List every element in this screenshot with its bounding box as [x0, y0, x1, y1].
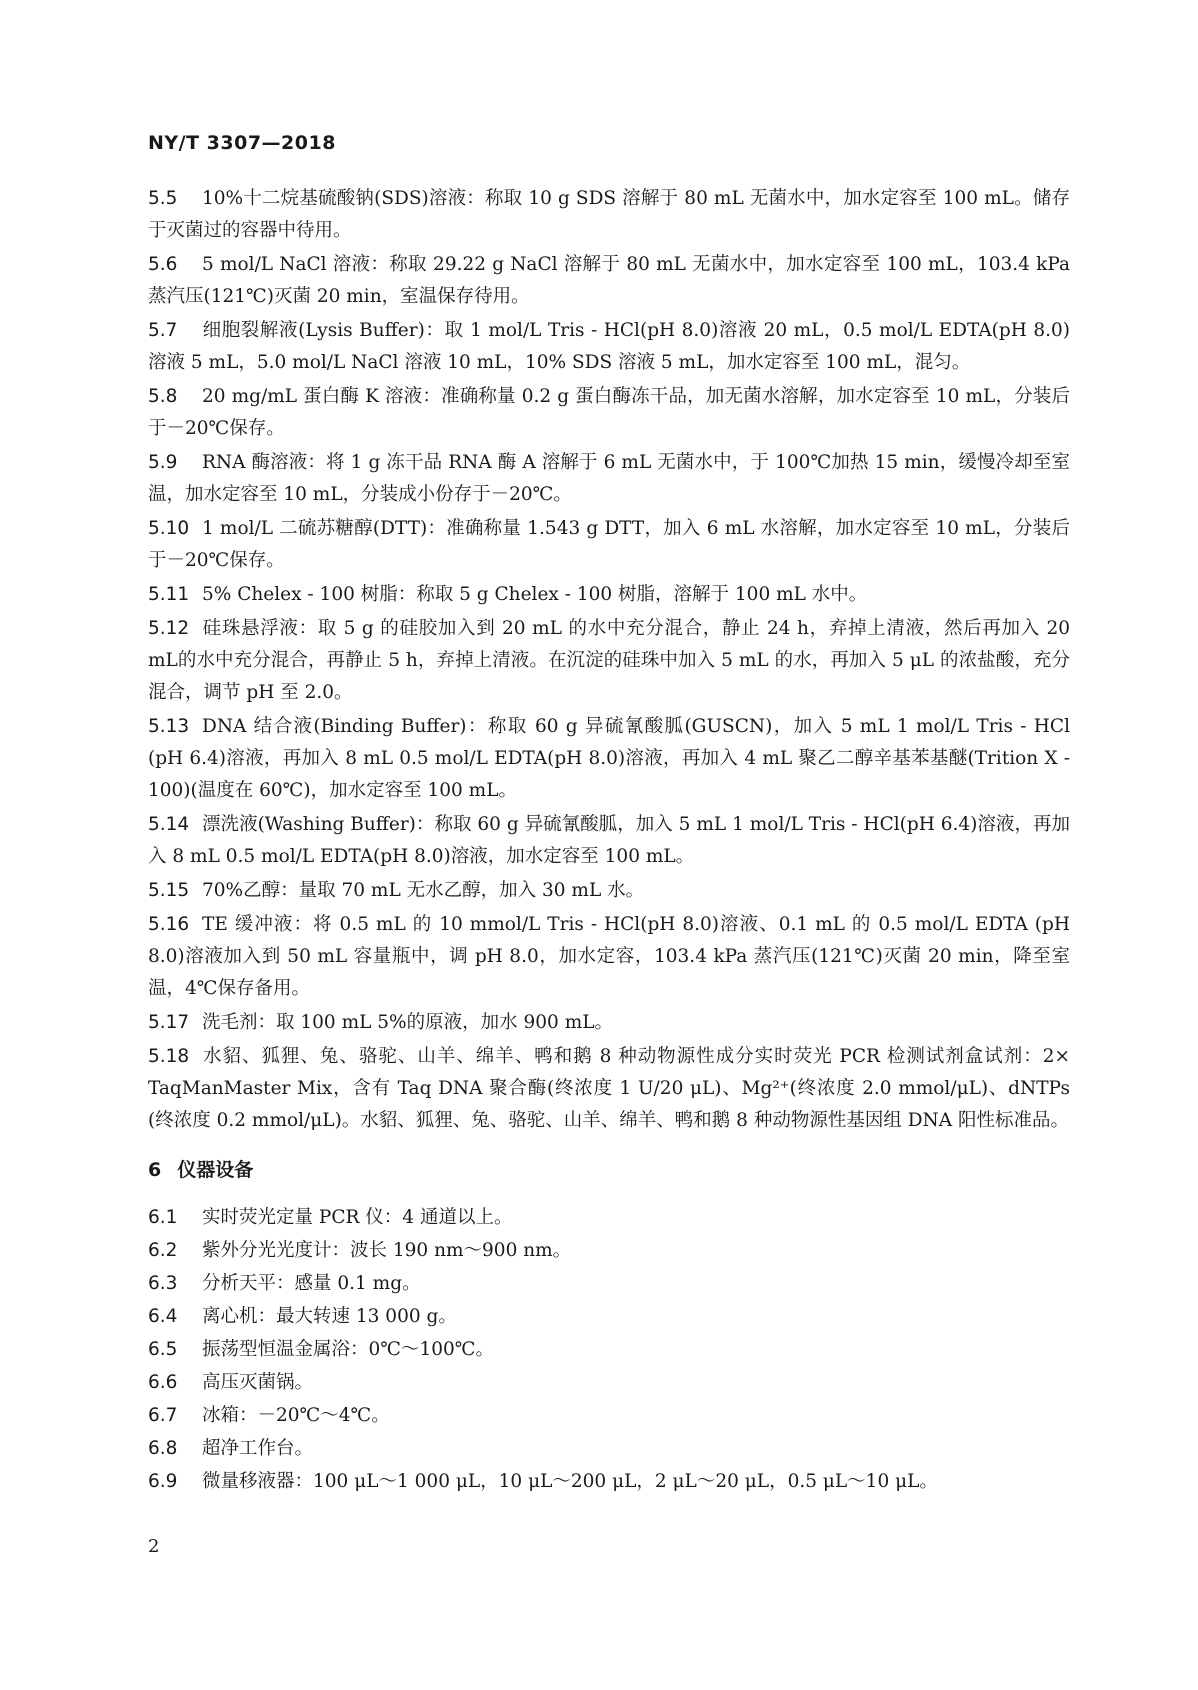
page-number: 2 [148, 1536, 160, 1557]
item-number: 5.16 [148, 914, 190, 935]
item-text: 振荡型恒温金属浴：0℃～100℃。 [202, 1339, 494, 1360]
item-number: 6.1 [148, 1207, 178, 1228]
item-number: 5.11 [148, 584, 190, 605]
item-number: 6.7 [148, 1405, 178, 1426]
reagent-item [148, 579, 1070, 611]
reagent-item [148, 875, 1070, 907]
item-number: 5.10 [148, 518, 190, 539]
reagent-item [148, 513, 1070, 577]
item-number: 6.3 [148, 1273, 178, 1294]
equipment-item [148, 1202, 1070, 1234]
item-number: 5.17 [148, 1012, 190, 1033]
item-number: 5.6 [148, 254, 178, 275]
equipment-item [148, 1334, 1070, 1366]
item-text: 水貂、狐狸、兔、骆驼、山羊、绵羊、鸭和鹅 8 种动物源性成分实时荧光 PCR 检测试剂盒试剂：2× TaqManMaster Mix，含有 Taq DNA 聚合酶(终浓度 1 U/20 μL)、Mg²⁺(终浓度 2.0 mmol/μL)、dNTPs (终浓度 0.2 mmol/μL)。水貂、狐狸、兔、骆驼、山羊、绵羊、鸭和鹅 8 种动物源性基因组 DNA 阳性标准品。 [148, 1046, 1070, 1131]
item-text: 微量移液器：100 μL～1 000 μL，10 μL～200 μL，2 μL～20 μL，0.5 μL～10 μL。 [202, 1471, 938, 1492]
item-number: 5.15 [148, 880, 190, 901]
equipment-item [148, 1433, 1070, 1465]
reagent-item [148, 249, 1070, 313]
item-number: 5.7 [148, 320, 178, 341]
item-text: 20 mg/mL 蛋白酶 K 溶液：准确称量 0.2 g 蛋白酶冻干品，加无菌水溶解，加水定容至 10 mL，分装后于－20℃保存。 [148, 386, 1070, 439]
equipment-item [148, 1235, 1070, 1267]
item-text: 漂洗液(Washing Buffer)：称取 60 g 异硫氰酸胍，加入 5 mL 1 mol/L Tris - HCl(pH 6.4)溶液，再加入 8 mL 0.5 mol/L EDTA(pH 8.0)溶液，加水定容至 100 mL。 [148, 814, 1070, 867]
item-text: TE 缓冲液：将 0.5 mL 的 10 mmol/L Tris - HCl(pH 8.0)溶液、0.1 mL 的 0.5 mol/L EDTA (pH 8.0)溶液加入到 50 mL 容量瓶中，调 pH 8.0，加水定容，103.4 kPa 蒸汽压(121℃)灭菌 20 min，降至室温，4℃保存备用。 [148, 914, 1070, 999]
reagent-item [148, 315, 1070, 379]
reagent-item [148, 381, 1070, 445]
equipment-item [148, 1367, 1070, 1399]
item-number: 6.9 [148, 1471, 178, 1492]
item-number: 6.6 [148, 1372, 178, 1393]
section-heading [148, 1155, 1070, 1182]
item-text: 硅珠悬浮液：取 5 g 的硅胶加入到 20 mL 的水中充分混合，静止 24 h，弃掉上清液，然后再加入 20 mL的水中充分混合，再静止 5 h，弃掉上清液。在沉淀的硅珠中加入 5 mL 的水，再加入 5 μL 的浓盐酸，充分混合，调节 pH 至 2.0。 [148, 618, 1070, 703]
item-number: 5.5 [148, 188, 178, 209]
equipment-item [148, 1268, 1070, 1300]
item-text: 5 mol/L NaCl 溶液：称取 29.22 g NaCl 溶解于 80 mL 无菌水中，加水定容至 100 mL，103.4 kPa 蒸汽压(121℃)灭菌 20 min，室温保存待用。 [148, 254, 1070, 307]
reagent-item [148, 809, 1070, 873]
reagent-item [148, 909, 1070, 1005]
equipment-item [148, 1301, 1070, 1333]
item-text: 高压灭菌锅。 [202, 1372, 314, 1393]
item-text: 分析天平：感量 0.1 mg。 [202, 1273, 421, 1294]
page-content [148, 183, 1070, 1499]
reagent-item [148, 1007, 1070, 1039]
item-number: 5.9 [148, 452, 178, 473]
item-text: 70%乙醇：量取 70 mL 无水乙醇，加入 30 mL 水。 [202, 880, 645, 901]
reagent-item [148, 613, 1070, 709]
item-text: 实时荧光定量 PCR 仪：4 通道以上。 [202, 1207, 513, 1228]
item-number: 5.12 [148, 618, 190, 639]
standard-number: NY/T 3307—2018 [148, 132, 336, 154]
item-number: 5.8 [148, 386, 178, 407]
item-number: 6.4 [148, 1306, 178, 1327]
equipment-item [148, 1400, 1070, 1432]
equipment-item [148, 1466, 1070, 1498]
reagent-item [148, 183, 1070, 247]
item-text: 超净工作台。 [202, 1438, 314, 1459]
item-text: 1 mol/L 二硫苏糖醇(DTT)：准确称量 1.543 g DTT，加入 6 mL 水溶解，加水定容至 10 mL，分装后于－20℃保存。 [148, 518, 1070, 571]
item-number: 5.13 [148, 716, 190, 737]
reagent-item [148, 447, 1070, 511]
item-number: 5.14 [148, 814, 190, 835]
item-number: 5.18 [148, 1046, 190, 1067]
item-text: RNA 酶溶液：将 1 g 冻干品 RNA 酶 A 溶解于 6 mL 无菌水中，于 100℃加热 15 min，缓慢冷却至室温，加水定容至 10 mL，分装成小份存于－20℃。 [148, 452, 1070, 505]
item-text: 10%十二烷基硫酸钠(SDS)溶液：称取 10 g SDS 溶解于 80 mL 无菌水中，加水定容至 100 mL。储存于灭菌过的容器中待用。 [148, 188, 1070, 241]
item-text: DNA 结合液(Binding Buffer)：称取 60 g 异硫氰酸胍(GUSCN)，加入 5 mL 1 mol/L Tris - HCl (pH 6.4)溶液，再加入 8 mL 0.5 mol/L EDTA(pH 8.0)溶液，再加入 4 mL 聚乙二醇辛基苯基醚(Trition X - 100)(温度在 60℃)，加水定容至 100 mL。 [148, 716, 1070, 801]
reagent-item [148, 1041, 1070, 1137]
section-title: 仪器设备 [177, 1159, 254, 1181]
item-text: 离心机：最大转速 13 000 g。 [202, 1306, 457, 1327]
item-text: 紫外分光光度计：波长 190 nm～900 nm。 [202, 1240, 572, 1261]
reagent-item [148, 711, 1070, 807]
section-number: 6 [148, 1159, 162, 1181]
item-text: 洗毛剂：取 100 mL 5%的原液，加水 900 mL。 [202, 1012, 614, 1033]
item-text: 5% Chelex - 100 树脂：称取 5 g Chelex - 100 树脂，溶解于 100 mL 水中。 [202, 584, 868, 605]
item-number: 6.8 [148, 1438, 178, 1459]
item-text: 细胞裂解液(Lysis Buffer)：取 1 mol/L Tris - HCl(pH 8.0)溶液 20 mL，0.5 mol/L EDTA(pH 8.0)溶液 5 mL，5.0 mol/L NaCl 溶液 10 mL，10% SDS 溶液 5 mL，加水定容至 100 mL，混匀。 [148, 320, 1070, 373]
item-number: 6.5 [148, 1339, 178, 1360]
item-number: 6.2 [148, 1240, 178, 1261]
item-text: 冰箱：－20℃～4℃。 [202, 1405, 390, 1426]
